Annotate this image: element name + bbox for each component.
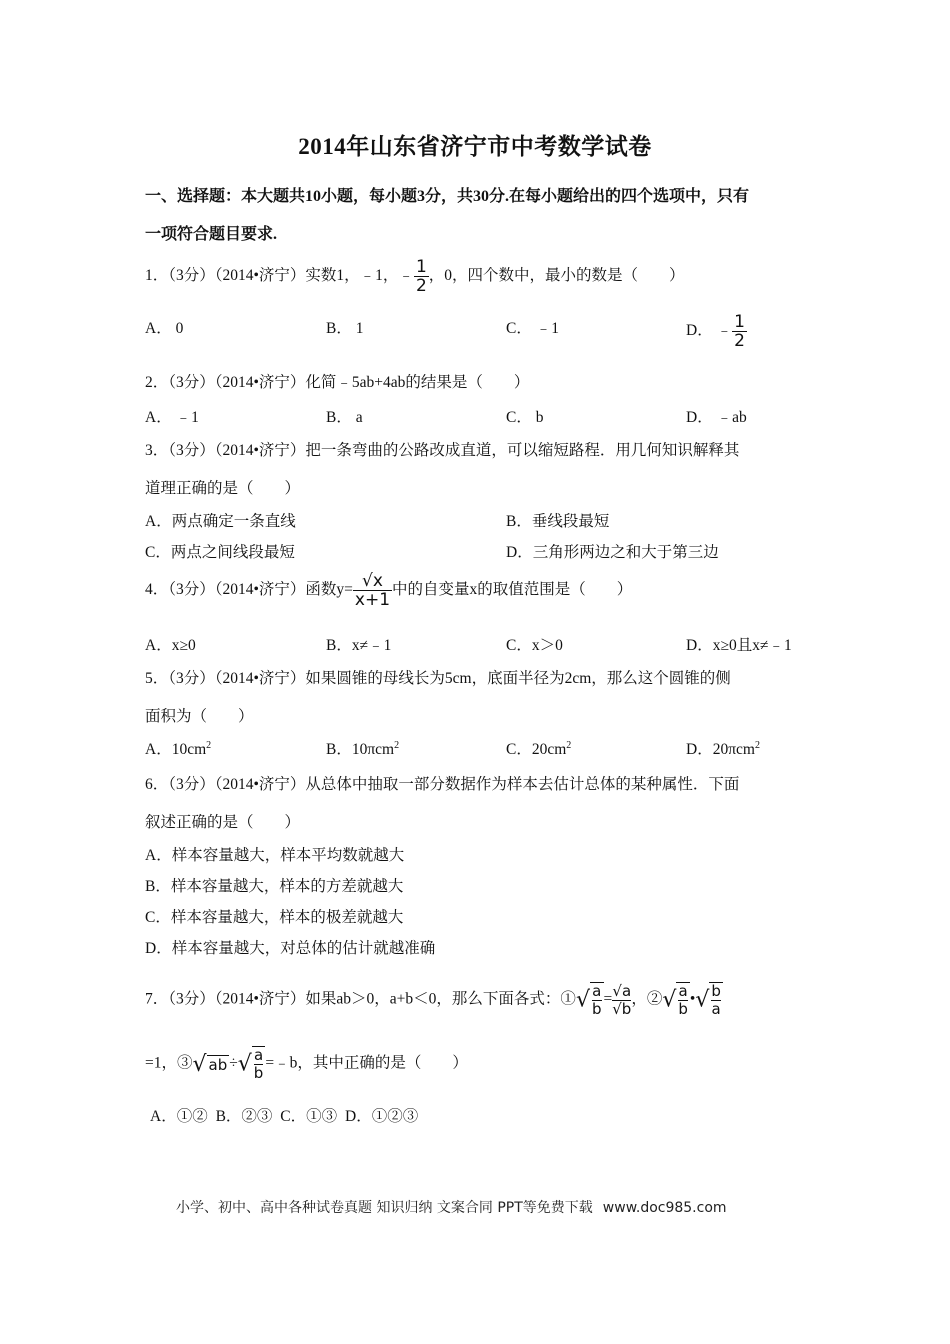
radicand-denominator: b xyxy=(253,1064,264,1082)
q4-option-d: D．x≥0且x≠﹣1 xyxy=(686,637,792,654)
option-value: a xyxy=(355,409,363,426)
expression-2-left xyxy=(662,982,690,1018)
q6-option-b: B．样本容量越大，样本的方差就越大 xyxy=(145,878,404,895)
question-4-stem-a: 4．（3分）（2014•济宁）函数y= xyxy=(145,581,353,599)
expression-3-right xyxy=(238,1046,266,1082)
radical-icon: √ xyxy=(662,987,677,1013)
q1-option-d xyxy=(686,313,747,350)
question-5-line1: 5．（3分）（2014•济宁）如果圆锥的母线长为5cm，底面半径为2cm，那么这个圆锥的侧 xyxy=(145,670,731,687)
question-6-line2: 叙述正确的是（ ） xyxy=(145,814,301,831)
section-heading-line2: 一项符合题目要求. xyxy=(145,226,278,243)
option-label: B． xyxy=(326,320,352,337)
q3-option-b: B．垂线段最短 xyxy=(506,513,610,530)
question-6-line1: 6．（3分）（2014•济宁）从总体中抽取一部分数据作为样本去估计总体的某种属性．下面 xyxy=(145,776,740,793)
question-7-stem-line1: 7．（3分）（2014•济宁）如果ab＞0，a+b＜0，那么下面各式：①√ $\frac{a}{b}$ = $\frac{√a}{√b}$ ，②√ $\frac{a}{b}$ •√ $\frac{b}{a}$ xyxy=(145,981,721,1018)
expression-2-right xyxy=(695,982,723,1018)
section-heading-line1: 一、选择题：本大题共10小题，每小题3分，共30分.在每小题给出的四个选项中，只有 xyxy=(145,188,750,205)
q3-option-d: D．三角形两边之和大于第三边 xyxy=(506,544,719,561)
superscript: 2 xyxy=(754,739,760,751)
question-7-stem-a: 7．（3分）（2014•济宁）如果ab＞0，a+b＜0，那么下面各式：① xyxy=(145,990,576,1008)
function-fraction xyxy=(353,572,392,609)
radicand: ab xyxy=(208,1055,228,1074)
question-2-stem: 2．（3分）（2014•济宁）化简﹣5ab+4ab的结果是（ ） xyxy=(145,374,530,391)
q6-option-d: D．样本容量越大，对总体的估计就越准确 xyxy=(145,940,436,957)
option-label: C． xyxy=(506,409,532,426)
radicand-denominator: b xyxy=(678,1000,688,1018)
option-value: ﹣1 xyxy=(175,409,199,426)
question-3-line1: 3．（3分）（2014•济宁）把一条弯曲的公路改成直道，可以缩短路程．用几何知识解释其 xyxy=(145,442,740,459)
q2-option-b xyxy=(326,405,363,427)
superscript: 2 xyxy=(394,739,400,751)
q5-option-b xyxy=(326,737,399,759)
fraction-numerator: 1 xyxy=(734,312,745,332)
option-label: C． xyxy=(506,320,532,337)
question-5-line2: 面积为（ ） xyxy=(145,708,254,725)
option-text: A．10cm xyxy=(145,741,207,758)
page-title: 2014年山东省济宁市中考数学试卷 xyxy=(298,134,652,159)
expression-3-left xyxy=(193,1052,230,1077)
q4-option-a: A．x≥0 xyxy=(145,637,196,654)
option-label: B． xyxy=(326,409,352,426)
radicand-numerator: a xyxy=(253,1046,264,1064)
q4-option-c: C．x＞0 xyxy=(506,637,563,654)
footer-url[interactable]: www.doc985.com xyxy=(602,1200,727,1216)
radicand-denominator: a xyxy=(711,1000,721,1018)
q6-option-c: C．样本容量越大，样本的极差就越大 xyxy=(145,909,404,926)
fraction-denominator: 2 xyxy=(415,276,427,296)
q1-option-a xyxy=(145,316,183,338)
question-4-stem xyxy=(145,572,632,609)
fraction-numerator: √x xyxy=(353,572,392,591)
q3-option-c: C．两点之间线段最短 xyxy=(145,544,295,561)
footer-text: 小学、初中、高中各种试卷真题 知识归纳 文案合同 PPT等免费下载 xyxy=(176,1200,593,1216)
q2-option-a xyxy=(145,405,199,427)
q1-option-c xyxy=(506,316,559,338)
q3-option-a: A．两点确定一条直线 xyxy=(145,513,296,530)
superscript: 2 xyxy=(566,739,572,751)
option-label: A． xyxy=(145,320,172,337)
option-label: D． xyxy=(686,409,713,426)
question-4-stem-b: 中的自变量x的取值范围是（ ） xyxy=(392,581,633,599)
q6-option-a: A．样本容量越大，样本平均数就越大 xyxy=(145,847,405,864)
question-3-line2: 道理正确的是（ ） xyxy=(145,480,301,497)
q5-option-a xyxy=(145,737,211,759)
radical-icon: √ xyxy=(237,1051,252,1077)
fraction-denominator: x+1 xyxy=(354,590,391,610)
q1-option-b xyxy=(326,316,363,338)
option-label: A． xyxy=(145,409,172,426)
question-7-line2-a: =1，③ xyxy=(145,1054,193,1072)
question-7-line2-b: =﹣b，其中正确的是（ ） xyxy=(265,1054,468,1072)
q5-option-c xyxy=(506,737,571,759)
fraction-denominator: √b xyxy=(612,999,632,1018)
option-value: b xyxy=(535,409,544,426)
question-1-stem-b: ，0，四个数中，最小的数是（ ） xyxy=(428,267,685,285)
option-text: C．20cm xyxy=(506,741,567,758)
fraction-one-half xyxy=(414,258,429,295)
option-value: 0 xyxy=(175,320,184,337)
q5-option-d xyxy=(686,737,760,759)
fraction-denominator: 2 xyxy=(734,331,745,351)
radicand-numerator: a xyxy=(592,982,602,1000)
option-value: ﹣ab xyxy=(716,409,747,426)
radical-icon: √ xyxy=(695,987,710,1013)
q7-options: A．①② B．②③ C．①③ D．①②③ xyxy=(150,1108,419,1125)
fraction-one-half xyxy=(732,313,747,350)
option-text: D．20πcm xyxy=(686,741,755,758)
page-footer xyxy=(176,1197,727,1217)
superscript: 2 xyxy=(206,739,212,751)
option-label: D． xyxy=(686,322,713,340)
question-7-stem-line2: =1，③√ ab ÷√ $\frac{a}{b}$ =﹣b，其中正确的是（ ） xyxy=(145,1046,468,1082)
option-text: B．10πcm xyxy=(326,741,395,758)
question-1-stem xyxy=(145,258,685,295)
radicand-numerator: b xyxy=(711,982,721,1000)
expression-1-rhs xyxy=(612,983,631,1018)
option-value: ﹣ xyxy=(716,322,733,340)
expression-1-lhs xyxy=(576,982,604,1018)
option-value: 1 xyxy=(355,320,364,337)
radical-icon: √ xyxy=(575,987,590,1013)
option-value: ﹣1 xyxy=(535,320,559,337)
q2-option-d xyxy=(686,405,747,427)
radicand-denominator: b xyxy=(591,1000,602,1018)
fraction-numerator: 1 xyxy=(415,257,427,277)
q2-option-c xyxy=(506,405,543,427)
radical-icon: √ xyxy=(192,1051,207,1077)
question-7-stem-b: ，② xyxy=(631,990,663,1008)
q4-option-b: B．x≠﹣1 xyxy=(326,637,392,654)
radicand-numerator: a xyxy=(678,982,688,1000)
fraction-numerator: √a xyxy=(612,981,632,1000)
question-1-stem-a: 1．（3分）（2014•济宁）实数1，﹣1，﹣ xyxy=(145,267,414,285)
